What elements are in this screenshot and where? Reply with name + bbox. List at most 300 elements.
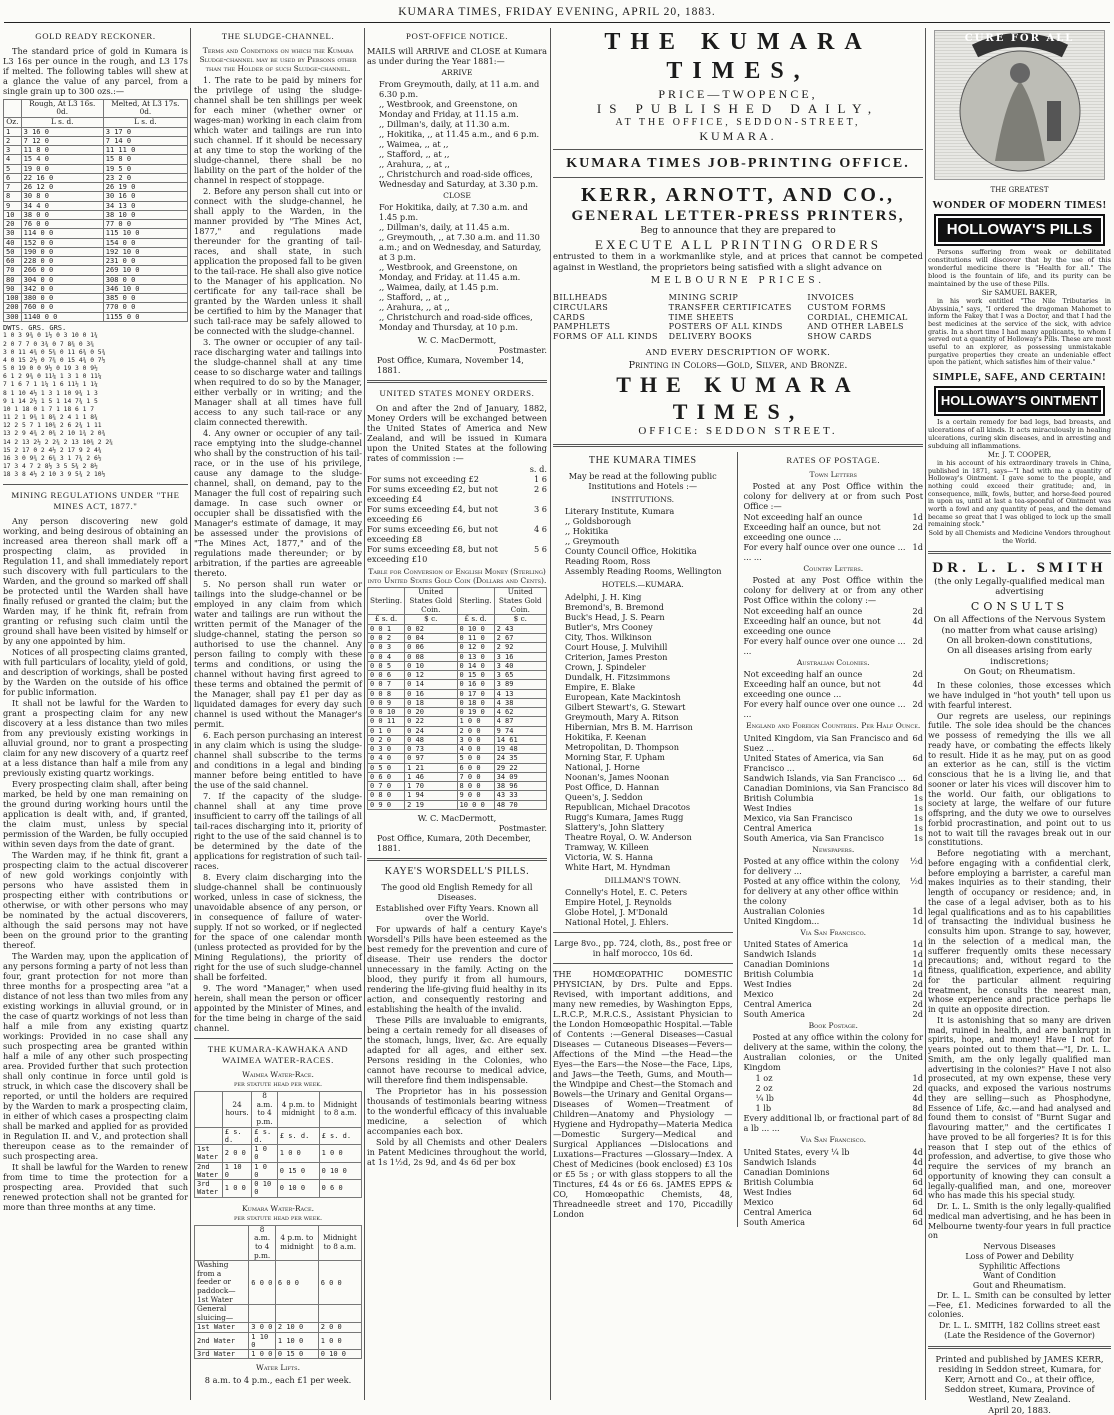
table-row (4, 201, 188, 210)
table-row (4, 303, 188, 312)
table-cell: 0 20 (405, 708, 457, 717)
country-letters-intro: Posted at any Post Office within the colony for delivery at or from any other Post Office within the colony :— (743, 575, 923, 606)
table-cell: 9 (4, 201, 22, 210)
table-cell: 0 1 0 (368, 726, 405, 735)
rate-label: For sums exceeding £2, but not exceeding £4 (367, 483, 498, 504)
list-item: Adelphi, J. H. King (565, 591, 642, 602)
rate-row (744, 949, 924, 959)
waimea-per-head: per statute head per week. (233, 1080, 323, 1089)
paragraph: Dr. L. L. Smith is the only legally-qualified medical man advertising, and he has been in Melbourne twenty-four years in full practice on (928, 1202, 1111, 1241)
table-row (4, 229, 188, 238)
table-row (4, 164, 188, 173)
baker-heading: Sir SAMUEL BAKER, (981, 289, 1058, 298)
table-cell: 3rd Water (195, 1180, 223, 1198)
rate-value: 2d (912, 669, 923, 680)
table-row (4, 284, 188, 293)
table-cell: 1 0 0 (457, 717, 494, 726)
table-cell: 26 19 0 (103, 183, 187, 192)
table-cell: 0 12 0 (457, 643, 494, 652)
rate-row (756, 1083, 924, 1093)
rate-label: Mexico (743, 1196, 774, 1207)
rate-row (744, 733, 924, 753)
list-item: 17 3 4 7 2 8½ 3 5 5¾ 2 8½ (3, 463, 98, 471)
table-cell: 23 2 0 (103, 173, 187, 182)
table-row (4, 257, 188, 266)
paragraph: The Warden may, if he think fit, grant a prospecting claim to the actual discoverer of new gold workings conjointly with persons who have assisted them in prospecting either with contributions or otherwise, or with other persons who may be nominated by the actual discoverers, although the said persons may not have been on the ground prior to the granting thereof. (3, 849, 188, 950)
rate-value: 1s (913, 822, 923, 833)
table-row (368, 791, 547, 800)
table-row (368, 634, 547, 643)
table-cell: 2 0 0 (318, 1323, 361, 1332)
dr-smith-text (928, 681, 1111, 1241)
imprint-date: April 20, 1883. (988, 1405, 1051, 1415)
table-cell: 1 (4, 127, 22, 136)
rate-label: Every additional lb, or fractional part of a lb ... ... (743, 1113, 910, 1134)
list-item: Bremond's, B. Bremond (565, 601, 664, 612)
table-cell: 40 (4, 238, 22, 247)
postmaster-title: Postmaster. (498, 345, 547, 356)
rate-value: 2d (912, 636, 923, 647)
table-cell: 0 0 11 (368, 717, 405, 726)
england-heading: England and Foreign Countries. Per Half Ounce. (746, 721, 921, 731)
rate-row (744, 616, 924, 636)
job-printing-heading: KUMARA TIMES JOB-PRINTING OFFICE. (566, 155, 910, 171)
table-row (4, 294, 188, 303)
sludge-channel-text (194, 75, 362, 1033)
table-cell: 115 10 0 (103, 229, 187, 238)
list-item: DELIVERY BOOKS (668, 332, 753, 342)
list-item: 9 1 14 2½ 1 5 1 14 7¾ 1 5 (3, 397, 98, 405)
rate-value: 8d (912, 782, 923, 793)
rate-label: British Columbia (743, 969, 814, 980)
rate-value: 6d (912, 1196, 923, 1207)
institutions-list (553, 506, 733, 576)
rate-value: 1d (912, 969, 923, 980)
list-item: ,, Hokitika (565, 526, 609, 537)
table-cell: 0 10 (405, 661, 457, 670)
greatest-text: THE GREATEST (990, 186, 1049, 194)
table-header (195, 1092, 223, 1127)
rate-row (744, 1177, 924, 1187)
rate-value: 5 6 (533, 543, 547, 554)
table-header: 4 p.m. to midnight (277, 1092, 319, 1127)
paragraph: It is astonishing that so many are driven mad, ruined in health, and are bankrupt in spirits, hope, and money! Have I not for years pointed out to them that—"I, Dr. L. L. Smith, am the only legally qualified man advertising in the colonies?" Have I not also prosecuted, at my own expense, these very quacks, and exposed the various nostrums they are selling—such as Phosphodyne, Essence of Life, &c.—and had analysed and found them to consist of "Burnt Sugar and flavouring matter," and the certificates I have proved to be all forgeries? It is for this reason that I step out of the ethics of profession, and advertise, to give those who require the services of my branch an opportunity of knowing they can consult a legally-qualified man, and one, moreover who has made this his special study. (928, 1015, 1111, 1201)
paragraph: These Pills are invaluable to emigrants, being a certain remedy for all diseases of the stomach, lungs, liver, &c. Are equally adapted for all ages, and either sex. Persons residing in the Colonies, who cannot have recourse to medical advice, will therefore find them indispensable. (367, 1015, 547, 1086)
table-cell: 0 19 0 (457, 708, 494, 717)
table-cell: 7 (4, 183, 22, 192)
table-cell: 19 0 0 (21, 164, 103, 173)
table-cell: 3 17 0 (103, 127, 187, 136)
consults-line: On all broken-down constitutions, (946, 635, 1093, 646)
list-item: Tramway, W. Killeen (565, 841, 649, 852)
table-row (368, 800, 547, 809)
table-cell: 100 (4, 294, 22, 303)
list-item: CORDIAL, CHEMICAL (807, 312, 908, 322)
list-item: Post Office, D. Hannan (565, 781, 660, 792)
list-item: 6 1 2 9¾ 0 11¼ 1 3 1 0 11¼ (3, 373, 102, 381)
table-cell: 9 0 0 (457, 791, 494, 800)
table-cell: 0 7 0 (368, 782, 405, 791)
table-cell: 4 38 (494, 698, 546, 707)
postmaster-signature-2: W. C. MacDermott, (417, 812, 497, 823)
table-cell: 6 0 0 (457, 763, 494, 772)
table-cell: 0 06 (405, 643, 457, 652)
rate-label: Sandwich Islands (743, 949, 817, 960)
table-cell: 228 0 0 (21, 257, 103, 266)
list-item: Criterion, James Preston (565, 651, 668, 662)
rate-row (744, 1167, 924, 1177)
postage-title: RATES OF POSTAGE. (786, 454, 881, 465)
rate-row (744, 636, 924, 656)
rate-label: Central America (743, 1206, 812, 1217)
table-cell: 0 24 (405, 726, 457, 735)
kumara-race-title: Kumara Water-Race. (241, 1203, 315, 1213)
rate-row (744, 512, 924, 522)
table-cell: 4 62 (494, 708, 546, 717)
table-cell: 1 0 0 (318, 1332, 361, 1350)
hotels-heading: HOTELS.—KUMARA. (601, 580, 684, 590)
table-cell: 5 (4, 164, 22, 173)
table-cell: 192 10 0 (103, 247, 187, 256)
list-item: Syphilitic Affections (978, 1261, 1061, 1271)
rate-value: 4 6 (533, 523, 547, 534)
rate-value: 1d (912, 905, 923, 916)
rate-label: 2 oz (755, 1083, 773, 1094)
table-cell: 0 14 (405, 680, 457, 689)
table-cell: 19 5 0 (103, 164, 187, 173)
table-cell: 0 0 9 (368, 698, 405, 707)
rate-label: United Kingdom... (743, 915, 820, 926)
table-row (368, 643, 547, 652)
table-cell: 0 16 (405, 689, 457, 698)
country-letters-rates (744, 606, 924, 656)
table-cell: 3 65 (494, 671, 546, 680)
paper-published: IS PUBLISHED DAILY, (596, 101, 880, 117)
rate-label: United States, every ¼ lb (743, 1146, 850, 1157)
table-cell: 0 8 0 (368, 791, 405, 800)
table-header: Sterling. (457, 588, 494, 615)
table-cell: 0 10 0 (319, 1162, 361, 1180)
mining-regulations-text (3, 516, 188, 1212)
rate-row (744, 916, 924, 926)
table-cell: 0 16 0 (457, 680, 494, 689)
dr-smith-sub: (the only Legally-qualified medical man advertising (934, 577, 1105, 598)
table-row (4, 155, 188, 164)
table-cell: 1 0 0 (252, 1145, 277, 1163)
table-unit: £ s. d. (277, 1127, 319, 1145)
rate-value: 6d (912, 1216, 923, 1227)
paragraph: It shall be lawful for the Warden to renew from time to time the protection for a prospecting area. Provided that such renewed protection shall not be granted for more than three months at any time. (3, 1161, 188, 1212)
simple-safe-heading: SIMPLE, SAFE, AND CERTAIN! (932, 370, 1107, 383)
rate-value: 8d (912, 1113, 923, 1124)
rate-label: Posted at any office within the colony, for delivery at any other office within the colony (743, 875, 901, 906)
rate-label: British Columbia (743, 792, 814, 803)
table-cell: 300 (4, 312, 22, 321)
paragraph: In these colonies, those excesses which we have indulged in "hot youth" tell upon us with fearful interest. (928, 681, 1111, 710)
table-row (4, 183, 188, 192)
list-item: Greymouth, Mary A. Ritson (565, 711, 679, 722)
table-cell: 3rd Water (195, 1350, 249, 1359)
table-cell: 0 73 (405, 745, 457, 754)
table-cell: 190 0 0 (21, 247, 103, 256)
list-item: Connelly's Hotel, E. C. Peters (565, 886, 688, 897)
rate-row (744, 803, 924, 813)
column-sludge-channel (194, 28, 362, 1400)
table-cell: 1st Water (195, 1145, 223, 1163)
table-cell: 2 0 0 (457, 726, 494, 735)
table-row (368, 661, 547, 670)
paragraph: It shall not be lawful for the Warden to grant a prospecting claim for any new discovery at a less distance than two miles from any previously existing workings in alluvial ground, nor to grant a prospecting claim for any new discovery of a quartz reef at a less distance than half a mile from any previously existing quartz workings. (3, 697, 188, 778)
table-cell: 34 13 0 (103, 201, 187, 210)
table-cell: 6 (4, 173, 22, 182)
kumara-per-head: per statute head per week. (233, 1213, 323, 1222)
table-row (4, 275, 188, 284)
table-cell: 0 4 0 (368, 754, 405, 763)
rate-row (744, 833, 924, 843)
list-item: 14 2 13 2½ 2 2¾ 2 13 10¾ 2 2¾ (3, 438, 113, 446)
table-cell: 1 21 (405, 763, 457, 772)
table-row (368, 735, 547, 744)
rate-value: 1d (912, 949, 923, 960)
rate-row (744, 989, 924, 999)
table-cell: 30 (4, 229, 22, 238)
rate-label: 1 oz (755, 1073, 773, 1084)
list-item: 18 3 8 4½ 2 10 3 9 5¾ 2 10½ (3, 471, 106, 479)
table-row (195, 1180, 362, 1198)
printer-type: GENERAL LETTER-PRESS PRINTERS, (571, 208, 905, 225)
rate-value: 1d (912, 541, 923, 552)
rate-row (367, 484, 547, 504)
water-races-title: THE KUMARA-KAWHAKA AND WAIMEA WATER-RACES. (207, 1044, 349, 1066)
table-header: 8 a.m. to 4 p.m. (252, 1092, 277, 1127)
gold-table-header-rough: Rough, At L3 16s. 0d. (21, 99, 103, 117)
column-kumara-times (553, 28, 923, 1400)
table-cell: 11 11 0 (103, 146, 187, 155)
dr-smith-address: Dr. L. L. SMITH, 182 Collins street east (Late the Residence of the Governor) (939, 1321, 1100, 1340)
table-cell: 0 0 10 (368, 708, 405, 717)
table-cell: 2 43 (494, 624, 546, 633)
table-row (195, 1350, 362, 1359)
table-cell: 1140 0 0 (21, 312, 103, 321)
list-item: For Hokitika, daily, at 7.30 a.m. and 1.45 p.m. (379, 202, 528, 223)
table-cell: 0 10 0 (318, 1350, 361, 1359)
rate-label: British Columbia (743, 1176, 814, 1187)
rate-row (744, 1217, 924, 1227)
rate-row (744, 959, 924, 969)
print-services (553, 293, 923, 342)
money-orders-title: UNITED STATES MONEY ORDERS. (379, 388, 535, 399)
rate-row (744, 1157, 924, 1167)
post-office-date: Post Office, Kumara, November 14, 1881. (377, 355, 524, 376)
list-item: Dundalk, H. Fitzsimmons (565, 671, 671, 682)
table-cell: 70 (4, 266, 22, 275)
consults-line: On all Affections of the Nervous System (no matter from what cause arising) (933, 615, 1106, 636)
post-office-title: POST-OFFICE NOTICE. (406, 31, 508, 41)
rate-row (744, 773, 924, 783)
rate-row (744, 939, 924, 949)
list-item: TRANSFER CERTIFICATES (668, 302, 792, 312)
cooper-heading: Mr. J. T. COOPER, (987, 451, 1052, 460)
arrive-list (367, 79, 547, 189)
table-cell: 0 18 (405, 698, 457, 707)
waimea-table (194, 1091, 362, 1197)
rate-value: 2d (912, 999, 923, 1010)
rate-label: Mexico, via San Francisco (743, 812, 853, 823)
rate-row (744, 753, 924, 773)
list-item: Slattery's, John Slattery (565, 821, 665, 832)
list-item: Victoria, W. S. Hanna (565, 851, 653, 862)
list-item: ,, Christchurch and road-side offices, Monday and Thursday, at 10 p.m. (379, 312, 533, 333)
list-item: Assembly Reading Rooms, Wellington (565, 566, 722, 577)
table-row (368, 671, 547, 680)
table-cell: 6 0 0 (249, 1261, 276, 1305)
table-cell: 0 0 1 (368, 624, 405, 633)
rate-row (744, 1187, 924, 1197)
table-cell: 0 6 0 (319, 1180, 361, 1198)
table-cell: 1 46 (405, 772, 457, 781)
paragraph: 2. Before any person shall cut into or connect with the sludge-channel, he shall apply to the Warden, in the manner provided by "The Mines Act, 1877," and regulations made thereunder for the granting of tail-races, and shall state, in such application the proposed fall to be given to the tail-race. He shall also give notice to the Manager of his application. No certificate for any tail-race shall be granted by the Warden unless it shall be certified to him by the Manager that such tail-race may be safely allowed to be connected with the sludge-channel. (194, 186, 362, 337)
table-cell: 0 18 0 (457, 698, 494, 707)
table-cell: 1 0 0 (277, 1145, 319, 1163)
column-holloway (928, 28, 1111, 1415)
list-item: City, Thos. Wilkinson (565, 631, 652, 642)
table-cell: 0 11 0 (457, 634, 494, 643)
rate-value: 2d (912, 606, 923, 617)
rate-value: 6d (912, 1176, 923, 1187)
list-item: European, Kate Mackintosh (565, 691, 681, 702)
list-item: Nervous Diseases (983, 1242, 1056, 1252)
k-row-label: General sluicing— (195, 1305, 249, 1323)
rate-label: Australian Colonies (743, 905, 825, 916)
c4-subcolumns (553, 452, 923, 1227)
list-item: 2 0 7 7 0 3¾ 0 7 8¾ 0 3¾ (3, 340, 94, 348)
baker-text: in his work entitled "The Nile Tributaries in Abyssinia," says, "I ordered the dragoman Mahomet to inform the Fakey that I was a Doctor, and that I had the best medicines at the service of the sick, with advice gratis. In a short time I had many applicants, to whom I served out a quantity of Holloway's Pills. These are most useful to an explorer, as possessing unmistakable purgative properties they create an undeniable effect upon the patient, which satisfies him of their value." (928, 297, 1111, 367)
table-cell: 0 48 (405, 735, 457, 744)
rate-label: Sandwich Islands (743, 1156, 817, 1167)
gold-reckoner-title: GOLD READY RECKONER. (35, 31, 156, 41)
rate-row (744, 669, 924, 679)
table-cell: 760 0 0 (21, 303, 103, 312)
rate-value: 4d (912, 1093, 923, 1104)
table-row (368, 698, 547, 707)
paragraph: 5. No person shall run water or tailings into the sludge-channel or be employed in any claim from which water and tailings are run without the written permit of the Manager of the sludge-channel, stating the person so authorised to use the channel. Any person failing to comply with these terms and conditions, or using the channel without having first agreed to these terms and obtained the permit of the Manager, shall pay £1 per day as liquidated damages for every day such channel is used without the Manager's permit. (194, 579, 362, 730)
list-item: Gilbert Stewart's, G. Stewart (565, 701, 686, 712)
book-details: Large 8vo., pp. 724, cloth, 8s., post free or in half morocco, 10s 6d. (554, 937, 732, 958)
list-item: 3 0 11 4¾ 0 5¾ 0 11 6¾ 0 5¾ (3, 348, 106, 356)
australian-rates (744, 669, 924, 719)
table-header: 4 p.m. to midnight (275, 1225, 318, 1260)
conversion-title: Table for Conversion of English Money (Sterling) into United States Gold Coin (Dollars and Cents). (367, 566, 547, 586)
rate-label: Sandwich Islands, via San Francisco ... (743, 772, 906, 783)
table-cell: 0 97 (405, 754, 457, 763)
list-item: 10 1 18 0 1 7 1 18 6 1 7 (3, 405, 94, 413)
table-cell: 43 33 (494, 791, 546, 800)
consults-heading: CONSULTS (970, 599, 1069, 613)
list-item: Hokitika, F. Keenan (565, 731, 647, 742)
list-item: ,, Westbrook, and Greenstone, on Monday, and Friday. at 11.45 a.m. (379, 262, 521, 283)
table-cell: 0 0 3 (368, 643, 405, 652)
table-cell: 0 0 4 (368, 652, 405, 661)
table-cell: 1 0 0 (249, 1350, 276, 1359)
table-cell: 114 0 0 (21, 229, 103, 238)
water-lifts-text: 8 a.m. to 4 p.m., each £1 per week. (204, 1374, 352, 1385)
table-cell: 29 22 (494, 763, 546, 772)
table-cell: 34 4 0 (21, 201, 103, 210)
via-sf-rates-2 (744, 1147, 924, 1227)
rate-label: Posted at any office within the colony for delivery ... (743, 855, 899, 876)
list-item: 5 0 19 0 0 9½ 0 19 3 0 9½ (3, 365, 98, 373)
table-cell: 2 10 0 (275, 1323, 318, 1332)
table-cell: 90 (4, 284, 22, 293)
table-cell: 80 (4, 275, 22, 284)
table-row (4, 127, 188, 136)
list-item: Loss of Power and Debility (965, 1251, 1074, 1261)
table-cell: 0 17 0 (457, 689, 494, 698)
rate-value: 1s (913, 792, 923, 803)
close-heading: CLOSE (443, 190, 471, 200)
paper-town: KUMARA. (699, 129, 777, 144)
rate-value: 6d (912, 1186, 923, 1197)
book-postage-extra (744, 1113, 924, 1133)
table-cell: 3 0 0 (457, 735, 494, 744)
table-cell: 0 12 (405, 671, 457, 680)
rate-row (744, 969, 924, 979)
list-item: 8 1 10 4½ 1 3 1 10 9¾ 1 3 (3, 389, 98, 397)
rate-row (744, 1197, 924, 1207)
list-item: 11 2 1 9¾ 1 8¾ 2 4 1 1 8¾ (3, 414, 98, 422)
table-cell: 76 0 0 (21, 220, 103, 229)
table-cell: 0 22 (405, 717, 457, 726)
reading-intro: May be read at the following public Institutions and Hotels :— (568, 471, 717, 492)
table-row (368, 754, 547, 763)
table-header: £ s. d. (368, 615, 405, 625)
seal-text: CURE FOR ALL (964, 33, 1075, 44)
table-header: 8 a.m. to 4 p.m. (249, 1225, 276, 1260)
list-item: BILLHEADS (553, 293, 608, 303)
table-cell: 11 8 0 (21, 146, 103, 155)
gold-table-oz-label: Oz. (4, 117, 22, 127)
table-cell: 0 3 0 (368, 745, 405, 754)
table-cell: 7 0 0 (457, 772, 494, 781)
list-item: Reading Room, Ross (565, 556, 651, 567)
wonder-heading: WONDER OF MODERN TIMES! (932, 198, 1107, 211)
table-cell: 0 6 0 (368, 772, 405, 781)
close-list (367, 202, 547, 332)
table-row (4, 238, 188, 247)
table-cell: 1 10 0 (275, 1332, 318, 1350)
table-cell: 3 16 (494, 652, 546, 661)
mining-regulations-title: MINING REGULATIONS UNDER "THE MINES ACT, 1877." (11, 490, 180, 512)
rate-row (744, 679, 924, 699)
rate-label: For every half ounce over one ounce ... ... (743, 636, 906, 657)
table-cell: 50 (4, 247, 22, 256)
paragraph: 9. The word "Manager," when used herein, shall mean the person or officer appointed by the Minister of Mines, and for the time being in charge of the said channel. (194, 983, 362, 1034)
table-row (368, 782, 547, 791)
dillmans-list (553, 887, 733, 927)
rate-value: 1d (912, 939, 923, 950)
column-rule (364, 28, 365, 1400)
rate-value: 1d (912, 959, 923, 970)
table-cell: 22 16 0 (21, 173, 103, 182)
rate-value: 4d (912, 1156, 923, 1167)
list-item: CUSTOM FORMS (807, 302, 887, 312)
country-letters-heading: Country Letters. (803, 563, 864, 573)
table-cell: 2nd Water (195, 1332, 249, 1350)
list-item: ,, Arahura, ,, at ,, (379, 158, 450, 169)
rate-value: 2d (912, 699, 923, 710)
table-row (368, 772, 547, 781)
column-gold-reckoner (3, 28, 188, 1400)
